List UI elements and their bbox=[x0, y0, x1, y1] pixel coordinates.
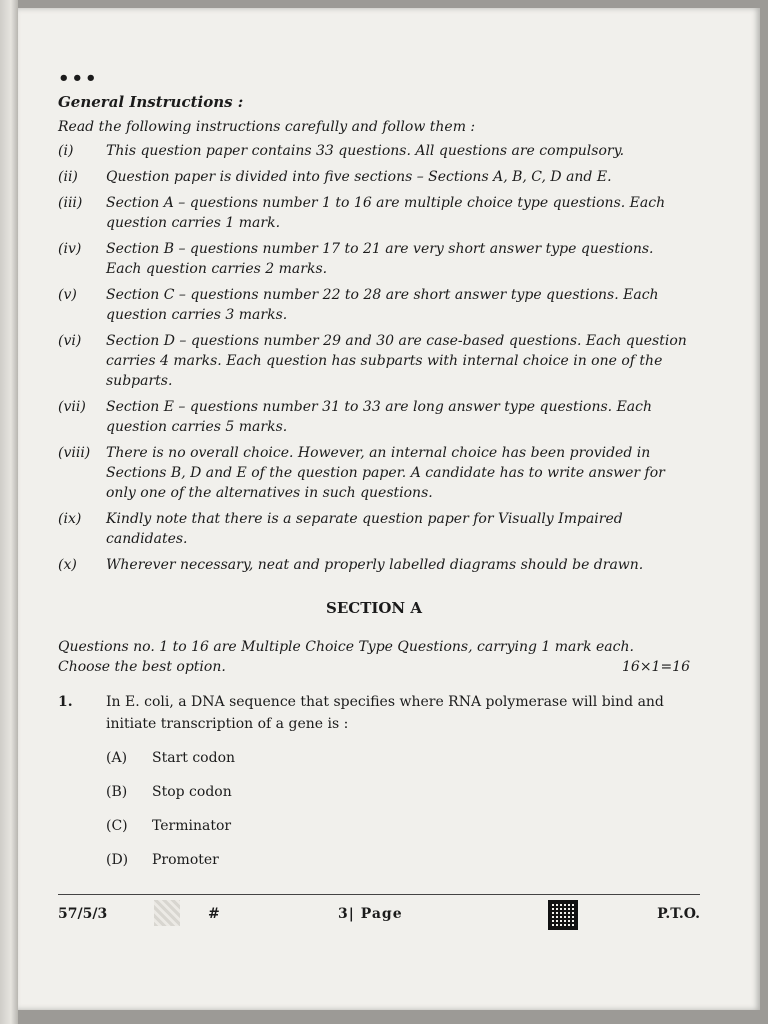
mcq-note: Questions no. 1 to 16 are Multiple Choice Type Questions, carrying 1 mark each. Choose the best option. bbox=[58, 639, 634, 675]
page-number: 3| Page bbox=[338, 906, 403, 922]
instruction-item bbox=[58, 141, 690, 161]
instruction-number: (v) bbox=[58, 287, 77, 303]
header-dots: ••• bbox=[58, 68, 99, 89]
option-a bbox=[106, 747, 690, 769]
question-number: 1. bbox=[58, 694, 73, 710]
instruction-item bbox=[58, 509, 690, 549]
exam-page bbox=[18, 8, 760, 1010]
instruction-text: Section E – questions number 31 to 33 are long answer type questions. Each question carries 5 marks. bbox=[106, 399, 653, 435]
instructions-intro: Read the following instructions carefully and follow them : bbox=[58, 119, 476, 135]
instruction-item bbox=[58, 167, 690, 187]
instruction-text: This question paper contains 33 questions. All questions are compulsory. bbox=[106, 143, 625, 159]
option-text: Promoter bbox=[152, 852, 219, 868]
instruction-item bbox=[58, 285, 690, 325]
question-text: In E. coli, a DNA sequence that specifies where RNA polymerase will bind and initiate transcription of a gene is : bbox=[106, 694, 664, 732]
qr-code-icon bbox=[548, 900, 578, 930]
option-b bbox=[106, 781, 690, 803]
instruction-number: (i) bbox=[58, 143, 74, 159]
instruction-number: (x) bbox=[58, 557, 77, 573]
instruction-number: (iii) bbox=[58, 195, 83, 211]
instruction-item bbox=[58, 331, 690, 391]
instruction-text: Question paper is divided into five sections – Sections A, B, C, D and E. bbox=[106, 169, 612, 185]
option-text: Terminator bbox=[152, 818, 232, 834]
instruction-number: (ii) bbox=[58, 169, 78, 185]
option-text: Start codon bbox=[152, 750, 236, 766]
instruction-text: Wherever necessary, neat and properly labelled diagrams should be drawn. bbox=[106, 557, 644, 573]
option-label: (A) bbox=[106, 750, 128, 766]
instruction-item bbox=[58, 397, 690, 437]
general-instructions-title: General Instructions : bbox=[58, 93, 244, 111]
option-label: (D) bbox=[106, 852, 129, 868]
section-a-title: SECTION A bbox=[325, 599, 423, 617]
page-content bbox=[58, 68, 690, 871]
section-marks: 16×1=16 bbox=[622, 659, 690, 675]
instruction-number: (ix) bbox=[58, 511, 82, 527]
instruction-text: Kindly note that there is a separate question paper for Visually Impaired candidates. bbox=[106, 511, 623, 547]
mcq-note-block bbox=[58, 637, 690, 677]
instruction-number: (viii) bbox=[58, 445, 91, 461]
faint-qr-code-icon bbox=[154, 900, 180, 926]
instruction-number: (vi) bbox=[58, 333, 82, 349]
question-1 bbox=[58, 691, 690, 735]
page-edge bbox=[0, 0, 18, 1024]
pto-label: P.T.O. bbox=[657, 906, 700, 922]
footer-divider bbox=[58, 894, 700, 895]
option-c bbox=[106, 815, 690, 837]
option-text: Stop codon bbox=[152, 784, 232, 800]
instruction-number: (vii) bbox=[58, 399, 86, 415]
instruction-text: Section C – questions number 22 to 28 are short answer type questions. Each question carries 3 marks. bbox=[106, 287, 659, 323]
instruction-item bbox=[58, 555, 690, 575]
option-d bbox=[106, 849, 690, 871]
instruction-item bbox=[58, 239, 690, 279]
option-label: (C) bbox=[106, 818, 128, 834]
instruction-item bbox=[58, 443, 690, 503]
instruction-number: (iv) bbox=[58, 241, 82, 257]
instruction-text: Section D – questions number 29 and 30 are case-based questions. Each question carries 4 marks. Each question has subparts with internal choice in one of the subparts. bbox=[106, 333, 687, 389]
instruction-item bbox=[58, 193, 690, 233]
paper-code: 57/5/3 bbox=[58, 906, 108, 922]
hash-mark: # bbox=[208, 906, 220, 922]
instruction-text: There is no overall choice. However, an internal choice has been provided in Sections B, D and E of the question paper. A candidate has to write answer for only one of the alternatives in such questions. bbox=[106, 445, 665, 501]
option-label: (B) bbox=[106, 784, 128, 800]
instruction-text: Section A – questions number 1 to 16 are multiple choice type questions. Each question carries 1 mark. bbox=[106, 195, 666, 231]
instruction-text: Section B – questions number 17 to 21 are very short answer type questions. Each question carries 2 marks. bbox=[106, 241, 654, 277]
page-footer bbox=[58, 904, 700, 934]
